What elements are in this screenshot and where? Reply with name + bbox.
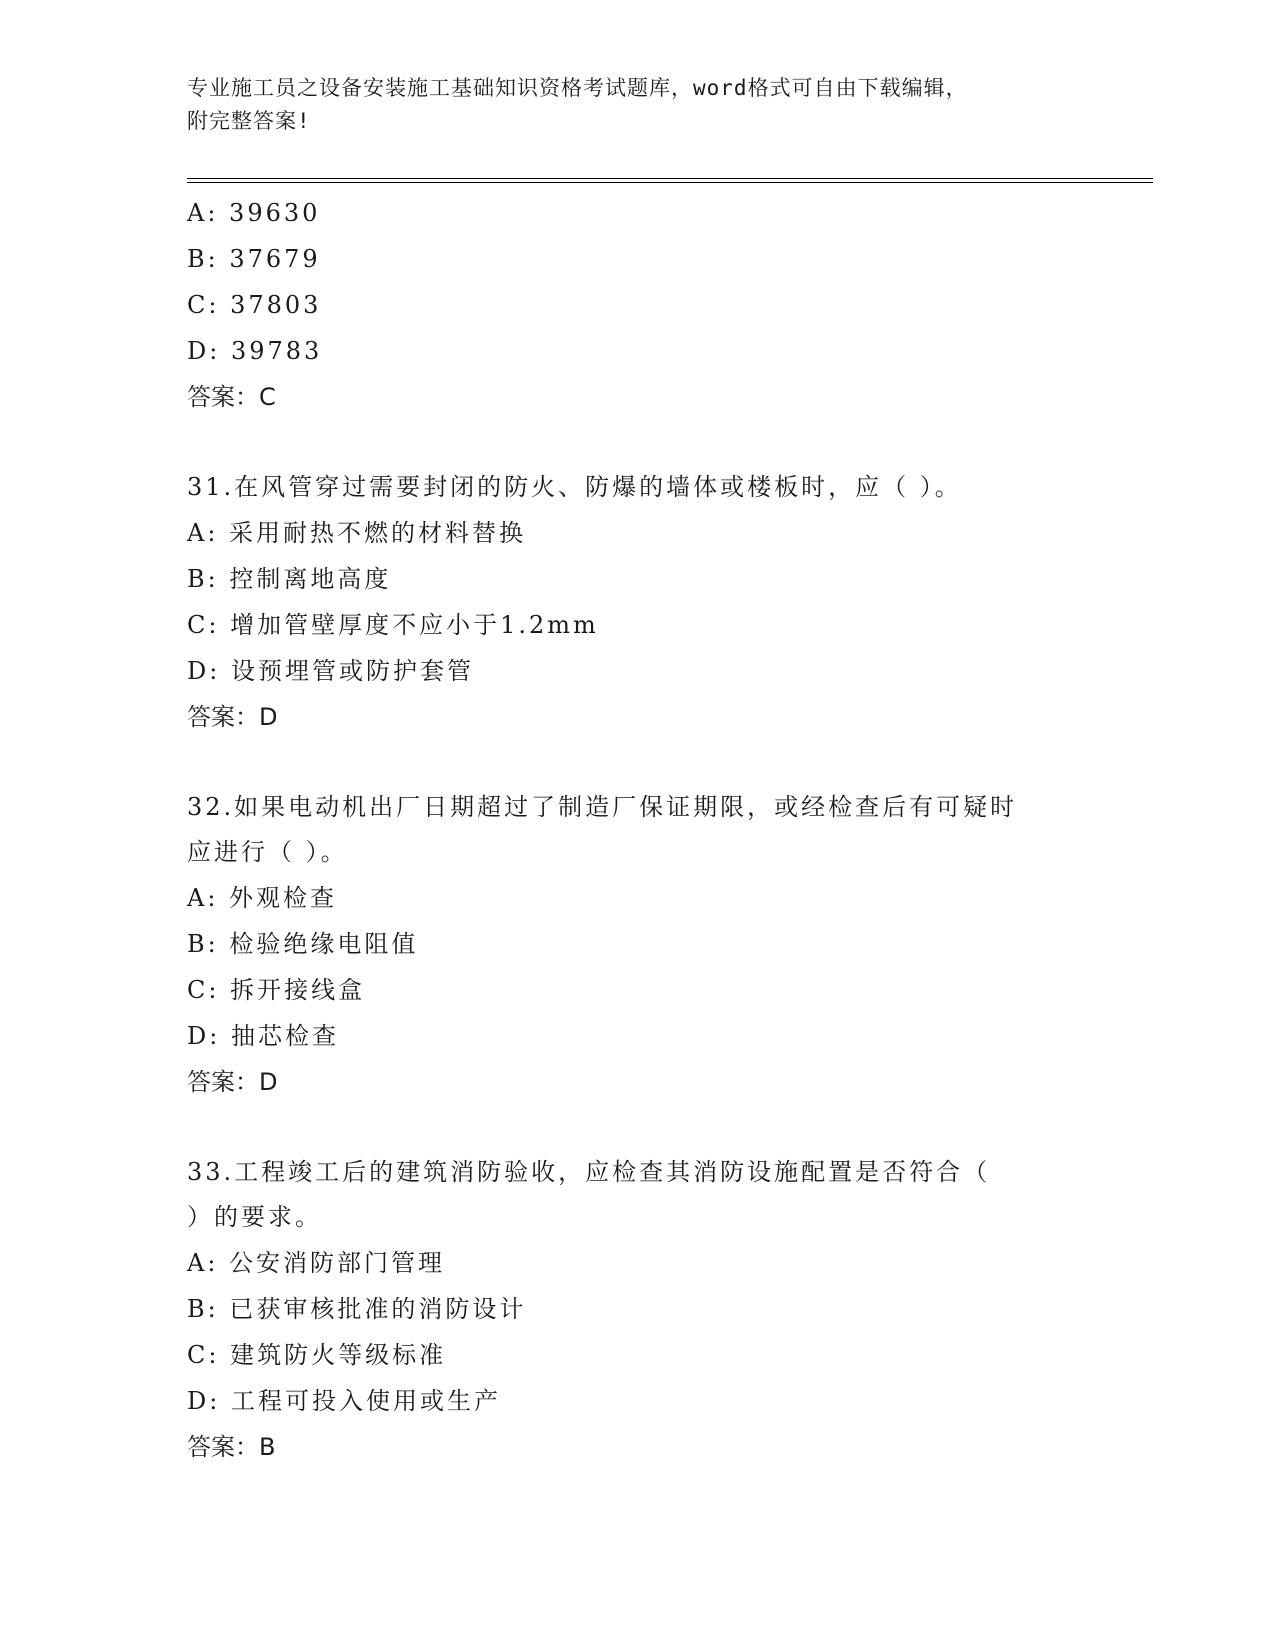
option-b: B: 检验绝缘电阻值 bbox=[187, 930, 419, 958]
option-c: C: 增加管壁厚度不应小于1.2mm bbox=[187, 611, 599, 639]
option-a: A: 公安消防部门管理 bbox=[187, 1249, 446, 1277]
question-text: 31.在风管穿过需要封闭的防火、防爆的墙体或楼板时，应（ ）。 bbox=[187, 473, 962, 501]
header-title-line-1: 专业施工员之设备安装施工基础知识资格考试题库，word格式可自由下载编辑， bbox=[187, 76, 968, 100]
question-block-31 bbox=[187, 465, 1087, 740]
option-d: D: 工程可投入使用或生产 bbox=[187, 1387, 501, 1415]
option-c: C: 建筑防火等级标准 bbox=[187, 1341, 447, 1369]
option-b: B: 37679 bbox=[187, 245, 321, 273]
option-a: A: 39630 bbox=[187, 199, 321, 227]
header-divider-top bbox=[187, 178, 1153, 179]
option-c: C: 37803 bbox=[187, 291, 322, 319]
option-b: B: 控制离地高度 bbox=[187, 565, 392, 593]
header-divider-bottom bbox=[187, 182, 1153, 183]
option-a: A: 采用耐热不燃的材料替换 bbox=[187, 519, 527, 547]
document-header bbox=[187, 72, 1067, 138]
question-text-line-1: 32.如果电动机出厂日期超过了制造厂保证期限，或经检查后有可疑时 bbox=[187, 793, 1018, 821]
option-d: D: 设预埋管或防护套管 bbox=[187, 657, 474, 685]
option-b: B: 已获审核批准的消防设计 bbox=[187, 1295, 527, 1323]
answer-label: 答案：D bbox=[187, 703, 278, 731]
question-block-33 bbox=[187, 1150, 1087, 1470]
header-title-line-2: 附完整答案! bbox=[187, 109, 311, 133]
question-text-line-1: 33.工程竣工后的建筑消防验收，应检查其消防设施配置是否符合（ bbox=[187, 1158, 991, 1186]
option-d: D: 39783 bbox=[187, 337, 323, 365]
answer-label: 答案：B bbox=[187, 1433, 276, 1461]
answer-label: 答案：D bbox=[187, 1068, 278, 1096]
option-a: A: 外观检查 bbox=[187, 884, 338, 912]
question-text-line-2: ）的要求。 bbox=[187, 1203, 322, 1231]
question-list bbox=[187, 190, 1087, 1470]
option-c: C: 拆开接线盒 bbox=[187, 976, 366, 1004]
answer-label: 答案：C bbox=[187, 383, 276, 411]
question-block-previous bbox=[187, 190, 1087, 420]
question-text-line-2: 应进行（ ）。 bbox=[187, 838, 348, 866]
question-block-32 bbox=[187, 785, 1087, 1105]
option-d: D: 抽芯检查 bbox=[187, 1022, 339, 1050]
